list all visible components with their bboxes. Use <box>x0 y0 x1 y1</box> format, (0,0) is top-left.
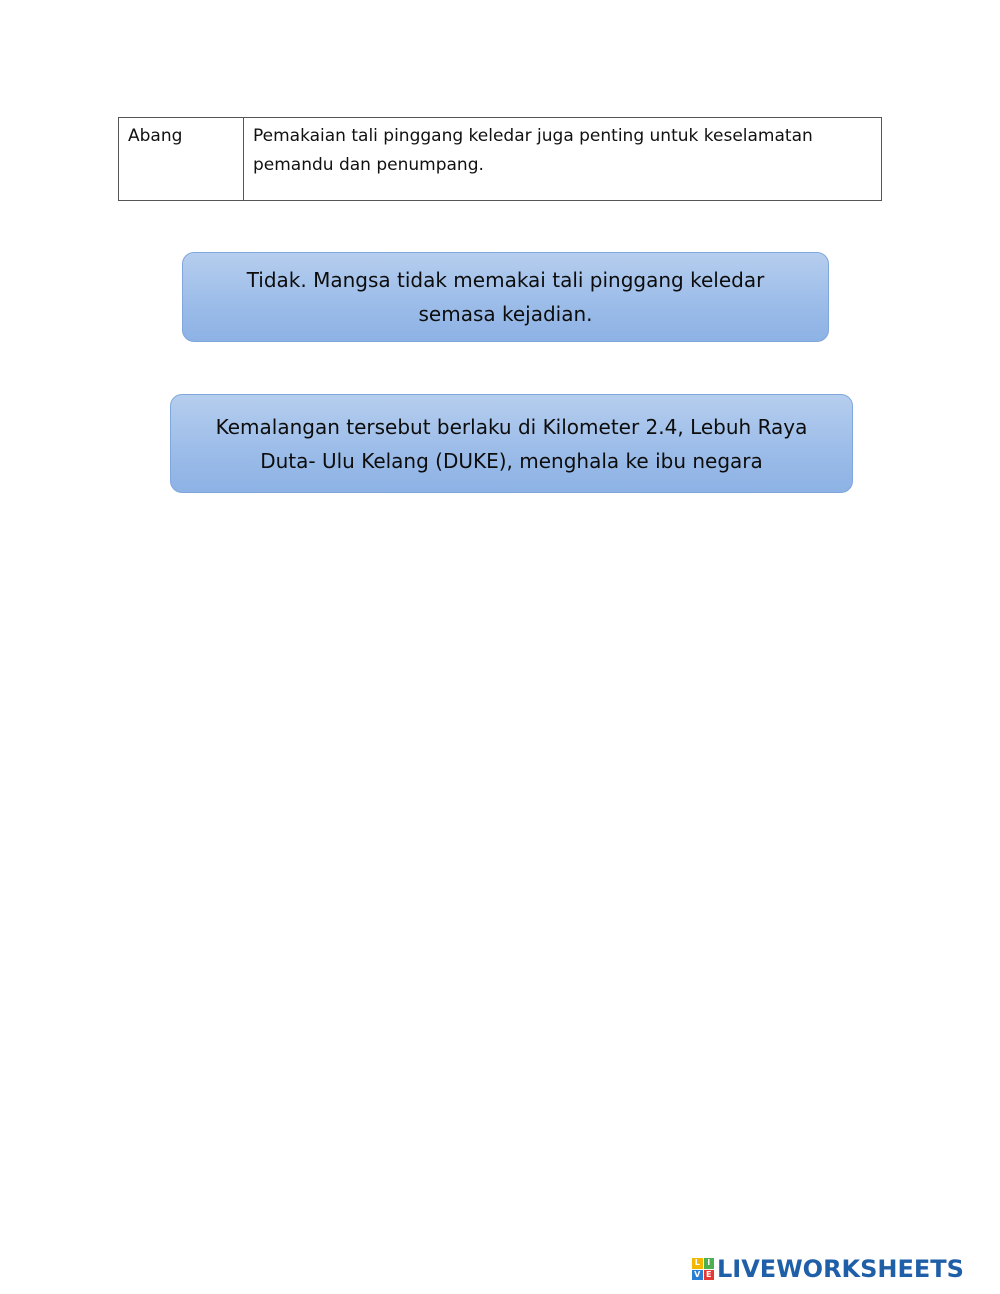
speaker-cell: Abang <box>119 118 244 201</box>
answer-box-2[interactable] <box>170 394 853 493</box>
liveworksheets-brand <box>692 1255 964 1283</box>
logo-letter-l: L <box>692 1258 703 1269</box>
liveworksheets-logo-icon <box>692 1258 714 1280</box>
answer-box-1[interactable] <box>182 252 829 342</box>
logo-letter-i: I <box>704 1258 715 1269</box>
table-row <box>119 118 882 201</box>
answer-text-1: Tidak. Mangsa tidak memakai tali pinggang keledar semasa kejadian. <box>246 268 765 326</box>
answer-text-2: Kemalangan tersebut berlaku di Kilometer 2.4, Lebuh Raya Duta- Ulu Kelang (DUKE), menghala ke ibu negara <box>215 414 808 473</box>
statement-table <box>118 117 882 201</box>
statement-cell: Pemakaian tali pinggang keledar juga penting untuk keselamatan pemandu dan penumpang. <box>244 118 882 201</box>
brand-name: LIVEWORKSHEETS <box>717 1255 964 1283</box>
logo-letter-v: V <box>692 1270 703 1281</box>
logo-letter-e: E <box>704 1270 715 1281</box>
